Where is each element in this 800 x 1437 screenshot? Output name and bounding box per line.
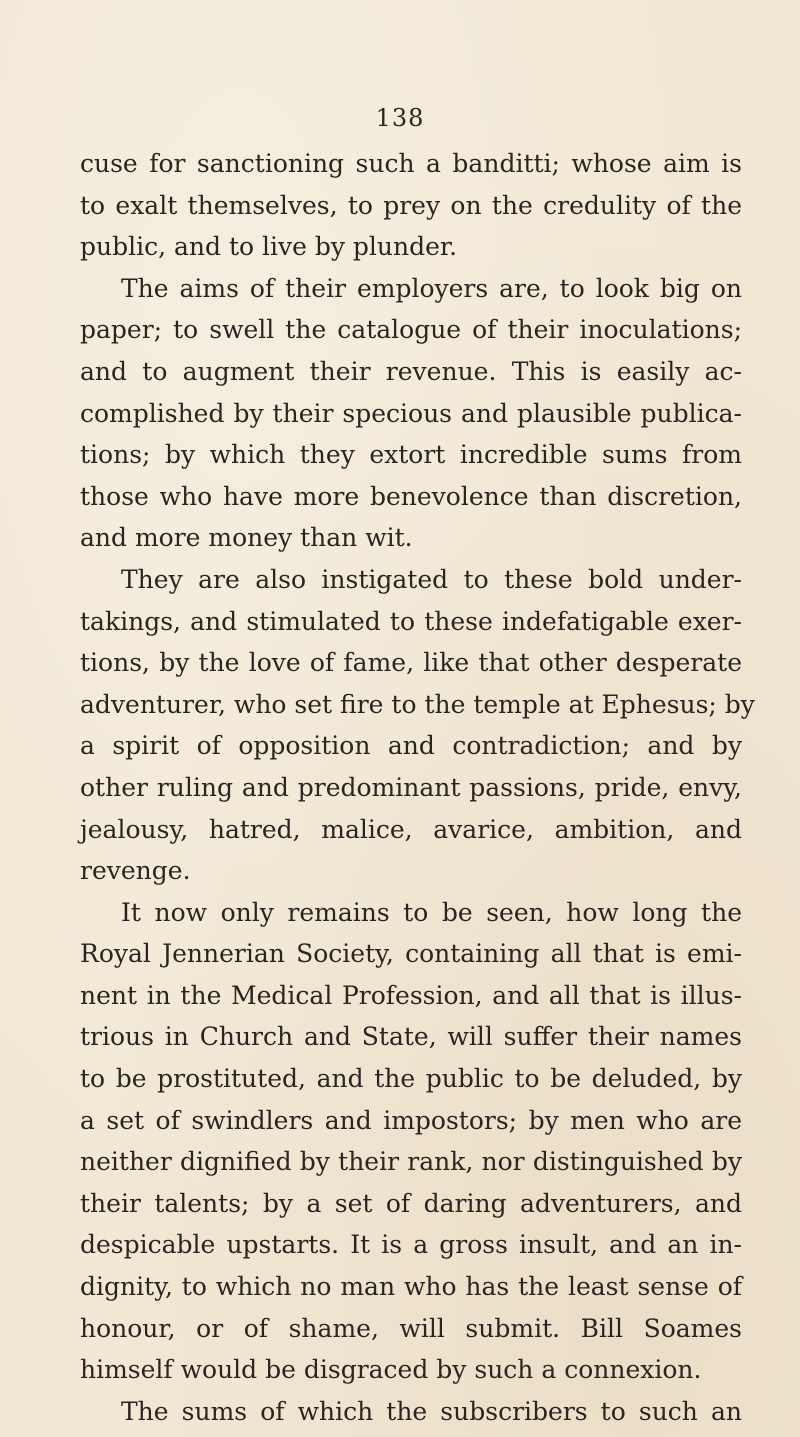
text-line: dignity, to which no man who has the least sense of — [80, 1272, 742, 1302]
text-line: They are also instigated to these bold under- — [121, 564, 742, 594]
text-line: a spirit of opposition and contradiction; and by — [80, 731, 742, 761]
text-line: himself would be disgraced by such a connexion. — [80, 1355, 702, 1385]
text-line: neither dignified by their rank, nor distinguished by — [80, 1147, 742, 1177]
text-line: other ruling and predominant passions, pride, envy, — [80, 772, 742, 802]
text-line: their talents; by a set of daring adventurers, and — [80, 1188, 742, 1218]
text-line: and more money than wit. — [80, 523, 413, 553]
text-line: cuse for sanctioning such a banditti; whose aim is — [80, 149, 742, 178]
text-line: It now only remains to be seen, how long the — [121, 897, 742, 927]
text-line: those who have more benevolence than discretion, — [80, 481, 742, 511]
text-line: nent in the Medical Profession, and all that is illus- — [80, 980, 742, 1010]
text-line: Royal Jennerian Society, containing all that is emi- — [80, 939, 742, 969]
text-line: to be prostituted, and the public to be deluded, by — [80, 1064, 742, 1094]
text-line: The sums of which the subscribers to such an — [121, 1396, 742, 1426]
text-line: revenge. — [80, 856, 191, 886]
page-number: 138 — [375, 104, 425, 132]
text-line: The aims of their employers are, to look big on — [121, 273, 742, 303]
text-line: honour, or of shame, will submit. Bill Soames — [80, 1313, 742, 1343]
text-line: a set of swindlers and impostors; by men who are — [80, 1105, 742, 1135]
text-line: takings, and stimulated to these indefatigable exer- — [80, 606, 742, 636]
text-line: tions; by which they extort incredible sums from — [80, 440, 742, 470]
text-line: complished by their specious and plausible publica- — [80, 398, 742, 428]
body-text — [80, 143, 755, 1432]
text-line: paper; to swell the catalogue of their inoculations; — [80, 315, 742, 345]
text-line: jealousy, hatred, malice, avarice, ambition, and — [80, 814, 742, 844]
text-line: tions, by the love of fame, like that other desperate — [80, 648, 742, 678]
text-line: adventurer, who set fire to the temple at Ephesus; by — [80, 689, 755, 719]
text-line: despicable upstarts. It is a gross insult, and an in- — [80, 1230, 742, 1260]
text-line: and to augment their revenue. This is easily ac- — [80, 356, 742, 386]
text-line: trious in Church and State, will suffer their names — [80, 1022, 742, 1052]
text-line: to exalt themselves, to prey on the credulity of the — [80, 190, 742, 220]
text-line: public, and to live by plunder. — [80, 232, 458, 262]
